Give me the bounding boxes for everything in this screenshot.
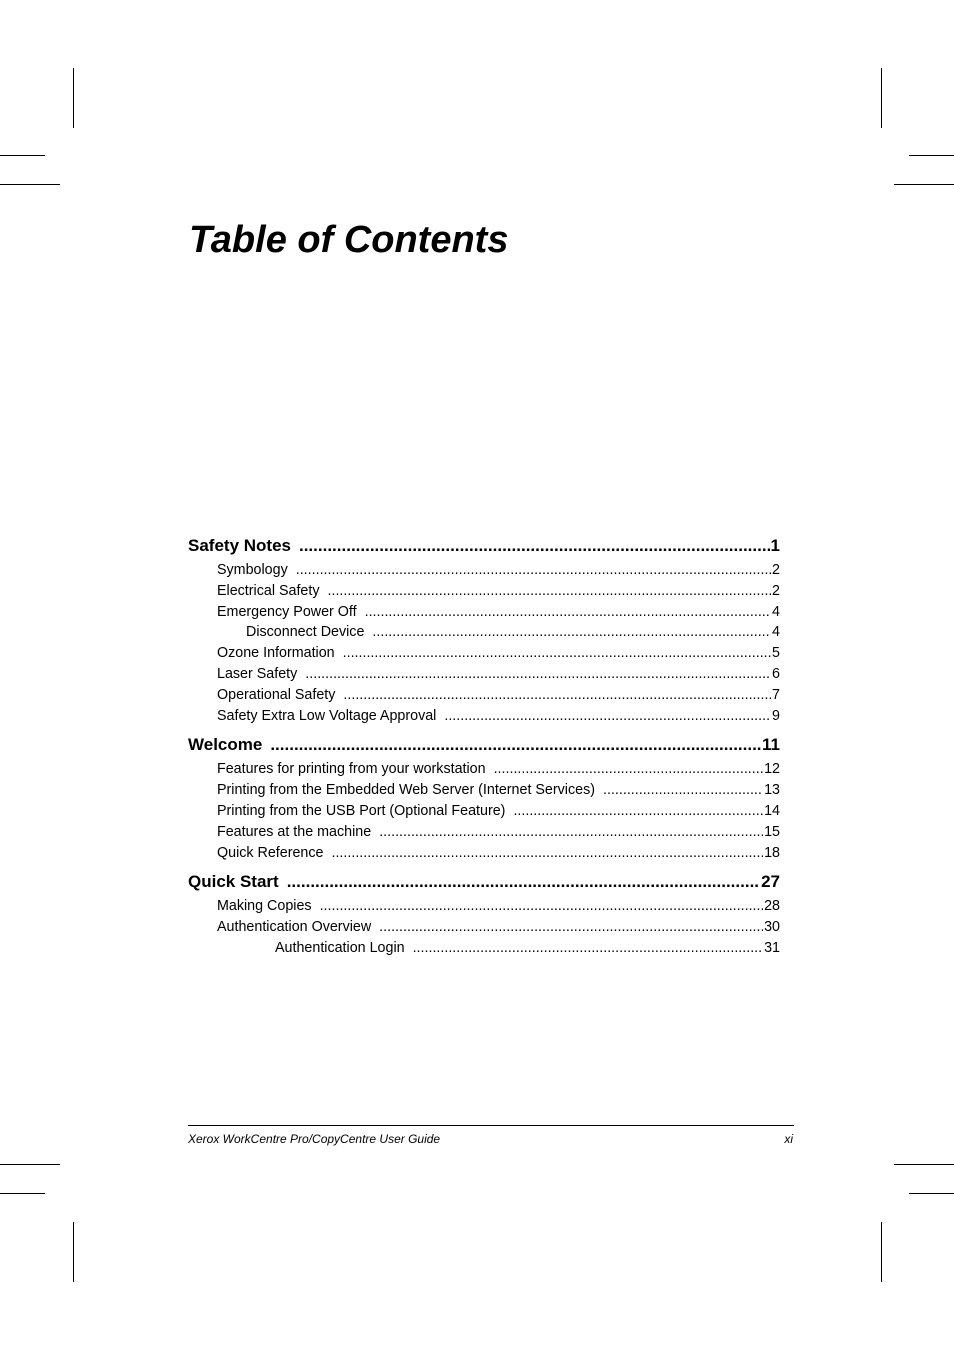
- toc-entry-page-number: 31: [764, 939, 780, 956]
- crop-mark: [73, 1222, 74, 1282]
- toc-entry-label: Operational Safety: [217, 686, 336, 703]
- toc-chapter-heading[interactable]: [188, 533, 780, 559]
- toc-dot-leader: [328, 581, 772, 602]
- toc-entry[interactable]: [188, 664, 780, 685]
- toc-dot-leader: [343, 685, 771, 706]
- crop-mark: [909, 1193, 954, 1194]
- toc-entry-label: Electrical Safety: [217, 582, 320, 599]
- toc-entry-label: Welcome: [188, 735, 263, 755]
- toc-entry[interactable]: [188, 780, 780, 801]
- footer-page-number: xi: [784, 1132, 793, 1146]
- toc-entry-label: Authentication Login: [275, 939, 405, 956]
- crop-mark: [894, 184, 954, 185]
- toc-dot-leader: [379, 917, 763, 938]
- toc-entry-page-number: 2: [772, 582, 780, 599]
- toc-entry-page-number: 15: [764, 823, 780, 840]
- toc-entry-label: Quick Reference: [217, 844, 324, 861]
- crop-mark: [73, 68, 74, 128]
- toc-dot-leader: [365, 602, 771, 623]
- toc-dot-leader: [494, 759, 764, 780]
- toc-entry-page-number: 5: [772, 645, 780, 662]
- toc-entry-label: Safety Extra Low Voltage Approval: [217, 707, 437, 724]
- toc-entry-page-number: 7: [772, 686, 780, 703]
- toc-dot-leader: [305, 664, 771, 685]
- table-of-contents: [188, 533, 780, 965]
- toc-entry-page-number: 27: [761, 872, 780, 892]
- toc-entry[interactable]: [188, 602, 780, 623]
- toc-entry[interactable]: [188, 706, 780, 727]
- toc-entry-page-number: 1: [770, 536, 780, 555]
- toc-dot-leader: [343, 643, 771, 664]
- toc-entry-page-number: 13: [764, 782, 780, 799]
- footer-rule: [188, 1125, 794, 1126]
- crop-mark: [0, 184, 60, 185]
- toc-entry-label: Laser Safety: [217, 665, 298, 682]
- toc-chapter: [188, 869, 780, 958]
- toc-chapter: [188, 732, 780, 863]
- toc-dot-leader: [331, 843, 763, 864]
- toc-entry[interactable]: [188, 917, 780, 938]
- toc-dot-leader: [296, 560, 771, 581]
- toc-entry-label: Printing from the Embedded Web Server (Internet Services): [217, 782, 595, 799]
- toc-entry[interactable]: [188, 822, 780, 843]
- toc-dot-leader: [287, 869, 760, 895]
- toc-chapter: [188, 533, 780, 726]
- toc-entry-label: Symbology: [217, 562, 288, 578]
- toc-entry-label: Features at the machine: [217, 823, 372, 840]
- toc-dot-leader: [379, 822, 763, 843]
- crop-mark: [881, 68, 882, 128]
- toc-entry-page-number: 6: [772, 665, 780, 682]
- toc-entry[interactable]: [188, 685, 780, 706]
- toc-entry[interactable]: [188, 801, 780, 822]
- toc-entry-label: Features for printing from your workstation: [217, 761, 486, 778]
- toc-dot-leader: [413, 938, 764, 959]
- toc-dot-leader: [372, 622, 771, 643]
- toc-chapter-heading[interactable]: [188, 869, 780, 895]
- toc-dot-leader: [603, 780, 763, 801]
- toc-entry-page-number: 12: [764, 761, 780, 778]
- toc-entry-page-number: 4: [772, 603, 780, 620]
- toc-chapter-heading[interactable]: [188, 732, 780, 758]
- crop-mark: [0, 155, 45, 156]
- toc-entry-label: Printing from the USB Port (Optional Feature): [217, 802, 506, 819]
- toc-entry[interactable]: [188, 643, 780, 664]
- toc-entry[interactable]: [188, 843, 780, 864]
- toc-entry-label: Quick Start: [188, 872, 279, 892]
- toc-entry-page-number: 2: [772, 562, 780, 578]
- crop-mark: [0, 1164, 60, 1165]
- toc-entry-label: Authentication Overview: [217, 919, 372, 936]
- toc-entry-label: Making Copies: [217, 898, 312, 915]
- toc-entry-page-number: 9: [772, 707, 780, 724]
- toc-entry-page-number: 18: [764, 844, 780, 861]
- toc-entry-label: Safety Notes: [188, 536, 291, 555]
- toc-entry-page-number: 30: [764, 919, 780, 936]
- page-title: Table of Contents: [189, 219, 509, 261]
- crop-mark: [0, 1193, 45, 1194]
- toc-entry-label: Disconnect Device: [246, 624, 365, 641]
- toc-entry[interactable]: [188, 759, 780, 780]
- crop-mark: [909, 155, 954, 156]
- toc-entry-label: Ozone Information: [217, 645, 335, 662]
- toc-entry-page-number: 28: [764, 898, 780, 915]
- toc-dot-leader: [299, 533, 770, 559]
- toc-dot-leader: [444, 706, 771, 727]
- toc-entry[interactable]: [188, 896, 780, 917]
- toc-dot-leader: [513, 801, 763, 822]
- toc-entry-page-number: 4: [772, 624, 780, 641]
- toc-dot-leader: [320, 896, 764, 917]
- toc-entry-label: Emergency Power Off: [217, 603, 357, 620]
- toc-entry-page-number: 14: [764, 802, 780, 819]
- footer-document-title: Xerox WorkCentre Pro/CopyCentre User Guide: [188, 1132, 441, 1146]
- crop-mark: [894, 1164, 954, 1165]
- toc-entry-page-number: 11: [762, 735, 780, 755]
- toc-entry[interactable]: [188, 938, 780, 959]
- toc-entry[interactable]: [188, 581, 780, 602]
- toc-entry[interactable]: [188, 560, 780, 581]
- crop-mark: [881, 1222, 882, 1282]
- toc-dot-leader: [270, 732, 761, 758]
- toc-entry[interactable]: [188, 622, 780, 643]
